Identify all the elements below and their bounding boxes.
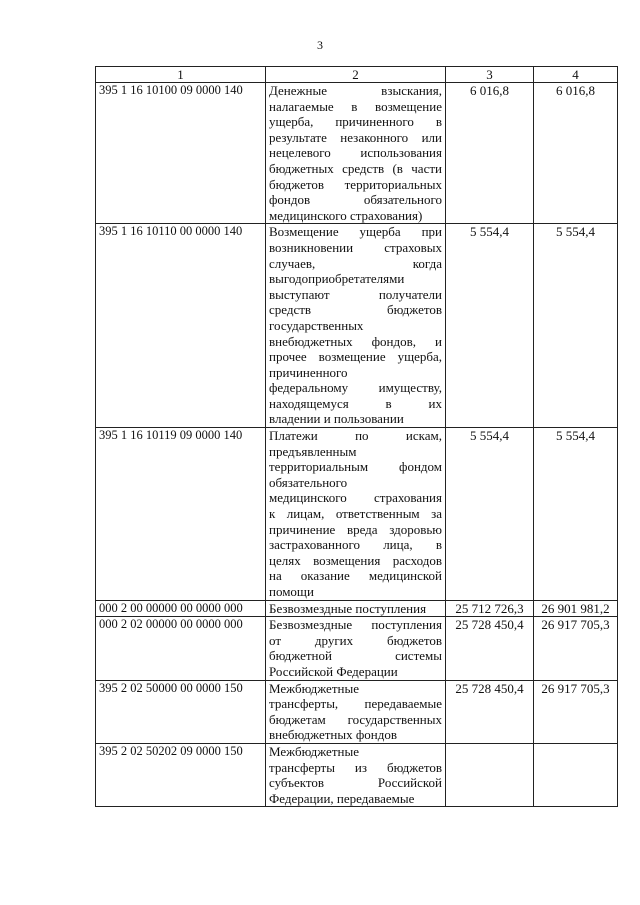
revenue-name-line: результате незаконного или xyxy=(269,129,442,145)
budget-code-cell: 000 2 00 00000 00 0000 000 xyxy=(96,600,266,617)
revenue-name-line: фондов обязательного xyxy=(269,192,442,208)
revenue-name-line: помощи xyxy=(269,584,314,599)
revenue-name-line: нецелевого использования xyxy=(269,145,442,161)
revenue-name-cell xyxy=(266,743,446,806)
revenue-name-line: владении и пользовании xyxy=(269,411,404,427)
budget-code-cell: 395 2 02 50000 00 0000 150 xyxy=(96,680,266,743)
revenue-name-cell xyxy=(266,83,446,224)
amount-col4-cell: 26 917 705,3 xyxy=(534,617,618,680)
revenue-name-line: находящемуся в их xyxy=(269,395,442,411)
amount-col3-cell: 6 016,8 xyxy=(446,83,534,224)
revenue-name-line: случаев, когда xyxy=(269,255,442,271)
revenue-name-line: средств бюджетов xyxy=(269,302,442,318)
revenue-name-line: бюджетов территориальных xyxy=(269,176,442,192)
revenue-name-line: возникновении страховых xyxy=(269,239,442,255)
amount-col4-cell: 6 016,8 xyxy=(534,83,618,224)
revenue-name-line: территориальным фондом xyxy=(269,459,442,475)
revenue-name-line: бюджетной системы xyxy=(269,648,442,664)
column-header-2: 2 xyxy=(266,67,446,83)
revenue-name-line: Российской Федерации xyxy=(269,663,398,679)
revenue-name-line: выгодоприобретателями xyxy=(269,271,405,287)
revenue-name-line: прочее возмещение ущерба, xyxy=(269,349,442,365)
table-row xyxy=(96,743,618,806)
budget-code-cell: 395 1 16 10110 00 0000 140 xyxy=(96,224,266,428)
amount-col3-cell xyxy=(446,743,534,806)
amount-col4-cell: 26 917 705,3 xyxy=(534,680,618,743)
budget-code-cell: 395 1 16 10100 09 0000 140 xyxy=(96,83,266,224)
amount-col3-cell: 5 554,4 xyxy=(446,428,534,601)
table-row xyxy=(96,428,618,601)
revenue-name-line: предъявленным xyxy=(269,443,357,459)
table-row xyxy=(96,680,618,743)
revenue-name-line: бюджетных средств (в части xyxy=(269,160,442,176)
revenue-name-cell xyxy=(266,600,446,617)
revenue-name-line: медицинского страхования xyxy=(269,490,442,506)
table-row xyxy=(96,600,618,617)
amount-col3-cell: 25 712 726,3 xyxy=(446,600,534,617)
revenue-name-line: трансферты из бюджетов xyxy=(269,759,442,775)
revenue-name-cell xyxy=(266,617,446,680)
revenue-name-line: Возмещение ущерба при xyxy=(269,224,442,240)
revenue-name-line: внебюджетных фондов xyxy=(269,727,397,743)
revenue-name-line: Межбюджетные xyxy=(269,743,359,759)
column-header-4: 4 xyxy=(534,67,618,83)
revenue-name-line: федеральному имуществу, xyxy=(269,380,442,396)
revenue-name-line: Платежи по искам, xyxy=(269,428,442,444)
budget-code-cell: 395 1 16 10119 09 0000 140 xyxy=(96,428,266,601)
revenue-name-line: Денежные взыскания, xyxy=(269,83,442,98)
column-header-3: 3 xyxy=(446,67,534,83)
revenue-name-line: целях возмещения расходов xyxy=(269,552,442,568)
page-number: 3 xyxy=(317,38,323,52)
amount-col4-cell: 26 901 981,2 xyxy=(534,600,618,617)
revenue-name-line: выступают получатели xyxy=(269,286,442,302)
amount-col3-cell: 25 728 450,4 xyxy=(446,617,534,680)
amount-col3-cell: 25 728 450,4 xyxy=(446,680,534,743)
revenue-name-line: Межбюджетные xyxy=(269,680,359,696)
revenue-name-line: внебюджетных фондов, и xyxy=(269,333,442,349)
amount-col4-cell: 5 554,4 xyxy=(534,428,618,601)
amount-col4-cell: 5 554,4 xyxy=(534,224,618,428)
revenue-name-line: ущерба, причиненного в xyxy=(269,114,442,130)
revenue-name-line: причинение вреда здоровью xyxy=(269,521,442,537)
table-header-row xyxy=(96,67,618,83)
revenue-name-cell xyxy=(266,224,446,428)
column-header-1: 1 xyxy=(96,67,266,83)
revenue-name-line: от других бюджетов xyxy=(269,632,442,648)
revenue-name-line: Безвозмездные поступления xyxy=(269,600,427,616)
revenue-name-line: причиненного xyxy=(269,364,348,380)
revenue-name-line: на оказание медицинской xyxy=(269,568,442,584)
revenue-name-line: субъектов Российской xyxy=(269,775,442,791)
revenue-name-cell xyxy=(266,680,446,743)
revenue-name-line: Федерации, передаваемые xyxy=(269,790,415,806)
revenue-name-line: бюджетам государственных xyxy=(269,711,442,727)
revenue-name-line: налагаемые в возмещение xyxy=(269,98,442,114)
revenue-name-line: медицинского страхования) xyxy=(269,207,423,223)
revenue-name-line: государственных xyxy=(269,317,364,333)
budget-code-cell: 395 2 02 50202 09 0000 150 xyxy=(96,743,266,806)
budget-table xyxy=(95,66,618,807)
revenue-name-line: трансферты, передаваемые xyxy=(269,696,442,712)
amount-col4-cell xyxy=(534,743,618,806)
table-row xyxy=(96,617,618,680)
revenue-name-line: застрахованного лица, в xyxy=(269,537,442,553)
table-row xyxy=(96,83,618,224)
revenue-name-cell xyxy=(266,428,446,601)
amount-col3-cell: 5 554,4 xyxy=(446,224,534,428)
table-row xyxy=(96,224,618,428)
revenue-name-line: обязательного xyxy=(269,474,348,490)
revenue-name-line: Безвозмездные поступления xyxy=(269,617,442,633)
revenue-name-line: к лицам, ответственным за xyxy=(269,506,442,522)
budget-code-cell: 000 2 02 00000 00 0000 000 xyxy=(96,617,266,680)
table-body xyxy=(96,83,618,807)
